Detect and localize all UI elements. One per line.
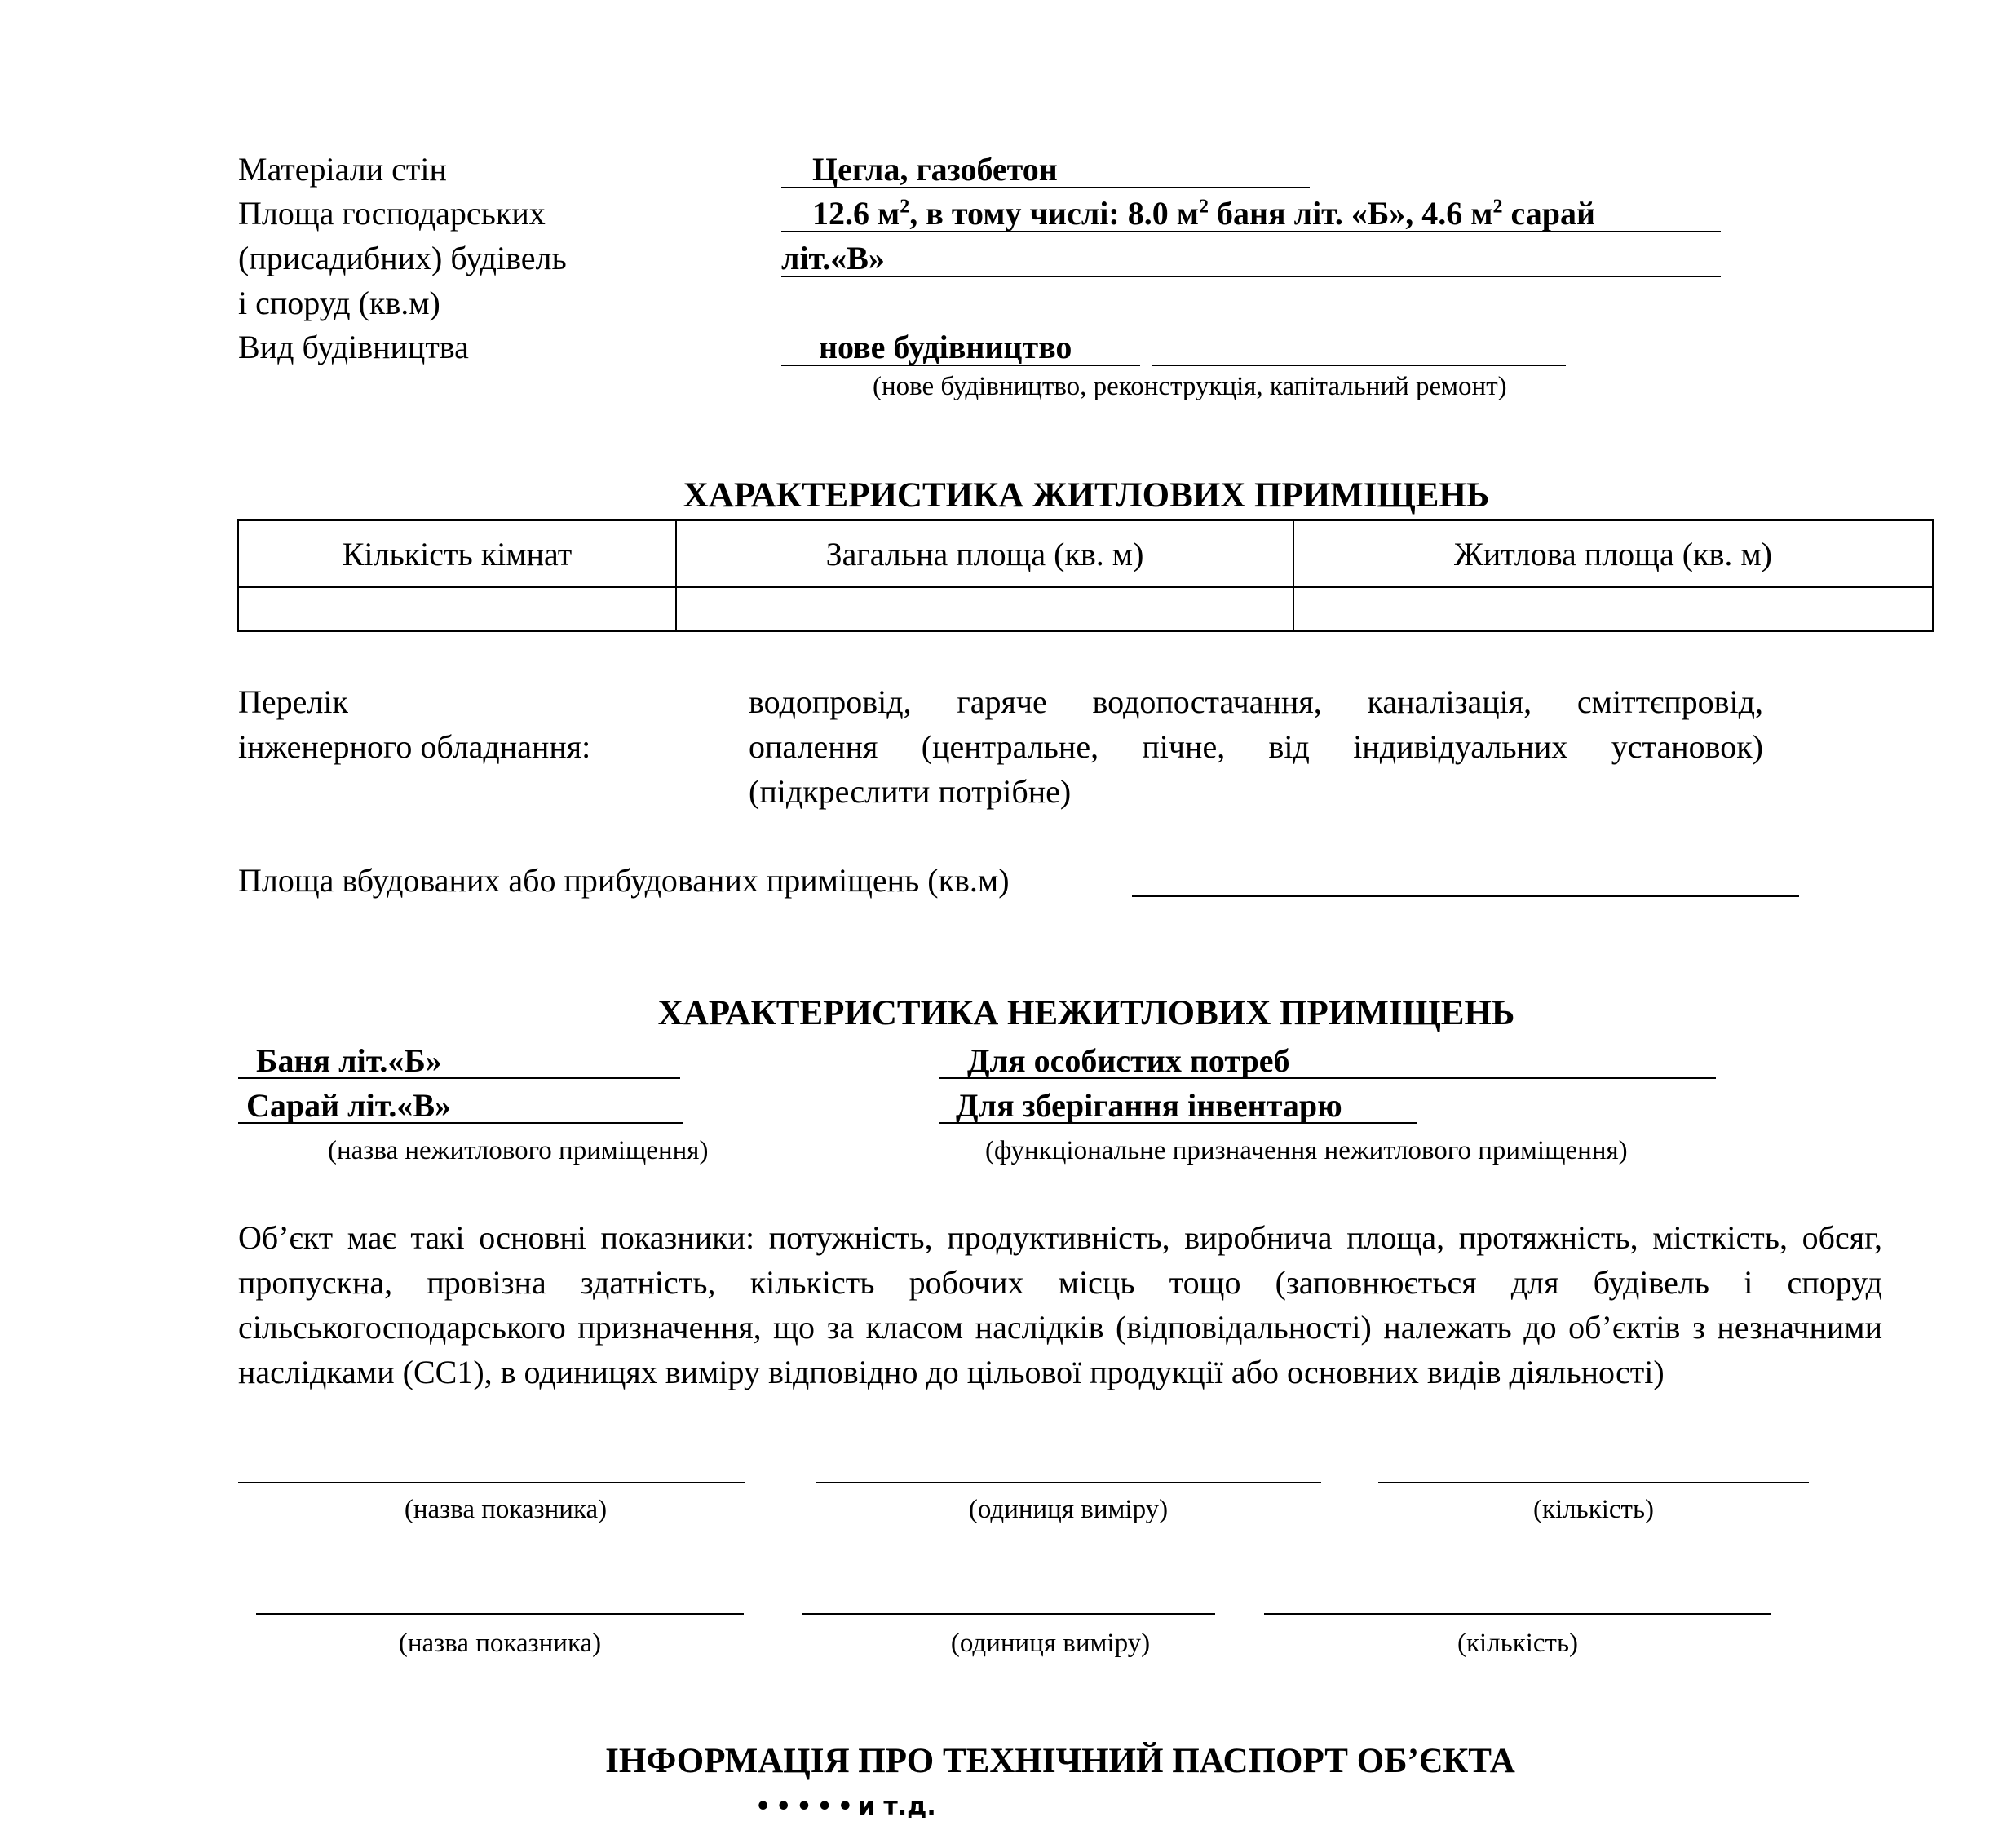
- ellipsis-dots: •••••: [755, 1792, 858, 1821]
- nonresidential-purpose-2-underline: [939, 1122, 1417, 1124]
- nonresidential-purpose-1: Для особистих потреб: [967, 1042, 1290, 1079]
- indicator-2-unit-hint: (одиниця виміру): [950, 1629, 1151, 1658]
- nonresidential-name-2-underline: [238, 1122, 683, 1124]
- outbuildings-value-line-1: 12.6 $м^2$, в тому числі: 8.0 $м^2$ баня літ. «Б», 4.6 $м^2$ сарай: [812, 195, 1596, 232]
- indicator-1-unit-hint: (одиниця виміру): [968, 1495, 1169, 1524]
- outbuildings-value-line-2: літ.«В»: [781, 240, 885, 276]
- indicator-2-unit-line: [802, 1613, 1215, 1615]
- residential-cell-living-area: [1293, 587, 1933, 631]
- construction-hint: (нове будівництво, реконструкція, капітальний ремонт): [873, 372, 1507, 401]
- outbuildings-underline-2: [781, 276, 1721, 277]
- construction-underline: [781, 365, 1140, 366]
- nonresidential-name-1-underline: [238, 1077, 680, 1079]
- outbuildings-underline-1: [781, 231, 1721, 232]
- outbuildings-label-3: і споруд (кв.м): [238, 285, 440, 321]
- passport-continuation: [755, 1792, 936, 1822]
- indicator-1-unit-line: [816, 1482, 1321, 1483]
- engineering-text-2: опалення (центральне, пічне, від індивідуальних установок): [749, 728, 1763, 765]
- engineering-label-2: інженерного обладнання:: [238, 728, 591, 765]
- passport-etc: и т.д.: [857, 1792, 936, 1821]
- construction-extra-line: [1152, 365, 1566, 366]
- residential-header-rooms: Кількість кімнат: [238, 520, 676, 587]
- residential-header-total-area: Загальна площа (кв. м): [676, 520, 1293, 587]
- nonresidential-title: ХАРАКТЕРИСТИКА НЕЖИТЛОВИХ ПРИМІЩЕНЬ: [657, 994, 1515, 1032]
- indicator-1-qty-hint: (кількість): [1532, 1495, 1655, 1524]
- builtin-area-line: [1132, 895, 1799, 897]
- walls-label: Матеріали стін: [238, 151, 447, 188]
- walls-value: Цегла, газобетон: [812, 151, 1058, 188]
- indicator-1-name-hint: (назва показника): [404, 1495, 608, 1524]
- indicators-paragraph: Об’єкт має такі основні показники: потужність, продуктивність, виробнича площа, протяжність, місткість, обсяг, пропускна, провізна здатність, кількість робочих місць тощо (заповнюється для будівель і споруд сільськогосподарського призначення, що за класом наслідків (відповідальності) належать до об’єктів з незначними наслідками (СС1), в одиницях виміру відповідно до цільової продукції або основних видів діяльності): [238, 1219, 1882, 1390]
- indicator-2-name-line: [256, 1613, 744, 1615]
- indicator-2-name-hint: (назва показника): [398, 1629, 602, 1658]
- residential-cell-rooms: [238, 587, 676, 631]
- nonresidential-purpose-2: Для зберігання інвентарю: [956, 1087, 1342, 1124]
- nonresidential-purpose-hint: (функціональне призначення нежитлового приміщення): [985, 1136, 1628, 1165]
- nonresidential-purpose-1-underline: [939, 1077, 1716, 1079]
- residential-table: [237, 519, 1934, 632]
- residential-title: ХАРАКТЕРИСТИКА ЖИТЛОВИХ ПРИМІЩЕНЬ: [683, 476, 1490, 515]
- residential-header-living-area: Житлова площа (кв. м): [1293, 520, 1933, 587]
- indicator-1-name-line: [238, 1482, 745, 1483]
- indicator-2-qty-line: [1264, 1613, 1771, 1615]
- nonresidential-name-hint: (назва нежитлового приміщення): [328, 1136, 709, 1165]
- residential-cell-total-area: [676, 587, 1293, 631]
- outbuildings-label-1: Площа господарських: [238, 195, 546, 232]
- nonresidential-name-1: Баня літ.«Б»: [256, 1042, 442, 1079]
- indicator-1-qty-line: [1378, 1482, 1809, 1483]
- engineering-text-3: (підкреслити потрібне): [749, 773, 1072, 810]
- walls-underline: [781, 187, 1310, 188]
- construction-value: нове будівництво: [819, 329, 1072, 365]
- outbuildings-label-2: (присадибних) будівель: [238, 240, 567, 276]
- construction-label: Вид будівництва: [238, 329, 469, 365]
- indicator-2-qty-hint: (кількість): [1457, 1629, 1579, 1658]
- builtin-area-label: Площа вбудованих або прибудованих приміщень (кв.м): [238, 862, 1010, 899]
- passport-title: ІНФОРМАЦІЯ ПРО ТЕХНІЧНИЙ ПАСПОРТ ОБ’ЄКТА: [605, 1742, 1515, 1780]
- engineering-text-1: водопровід, гаряче водопостачання, каналізація, сміттєпровід,: [749, 683, 1763, 720]
- nonresidential-name-2: Сарай літ.«В»: [246, 1087, 452, 1124]
- engineering-label-1: Перелік: [238, 683, 348, 720]
